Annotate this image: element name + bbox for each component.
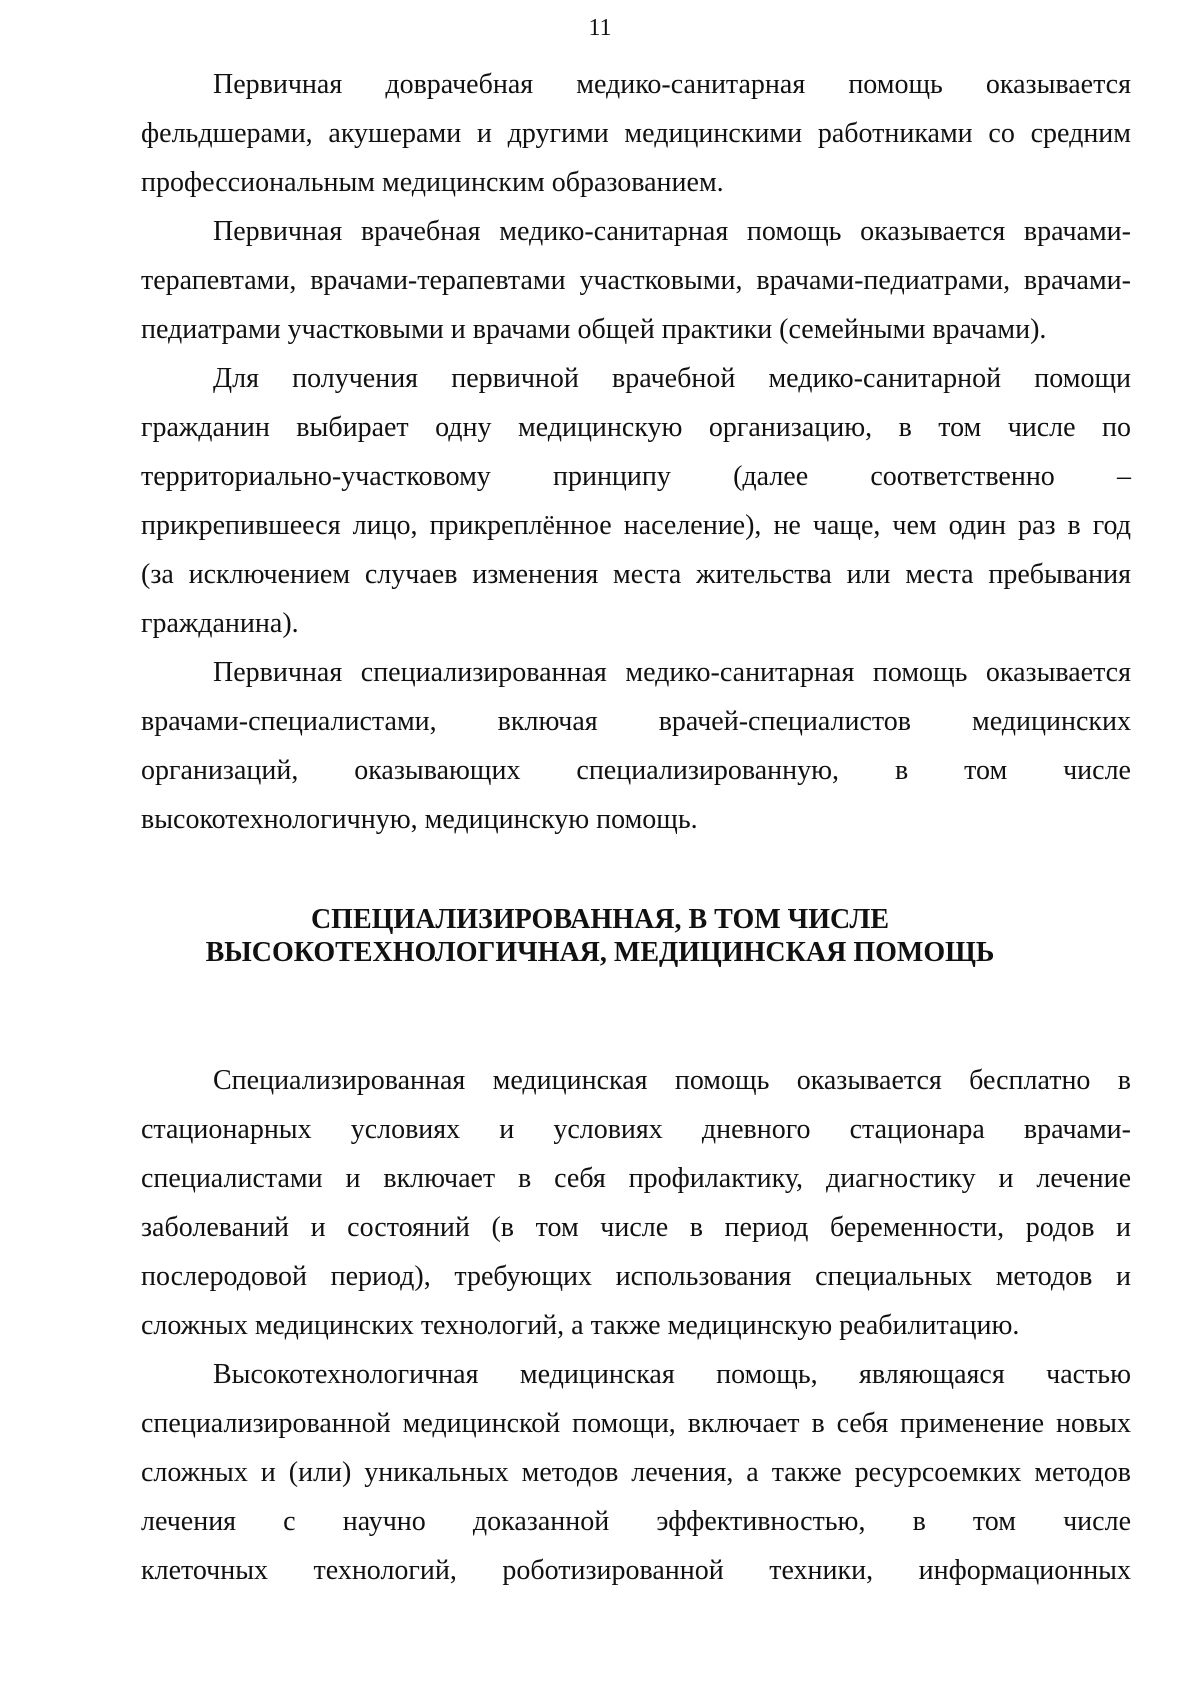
paragraph (141, 207, 1131, 354)
text-line: Первичная доврачебная медико-санитарная помощь оказывается (213, 69, 1131, 100)
text-line: высокотехнологичную, медицинскую помощь. (141, 804, 698, 835)
text-line: Для получения первичной врачебной медико-санитарной помощи (213, 363, 1131, 394)
text-line: специалистами и включает в себя профилактику, диагностику и лечение (141, 1163, 1131, 1194)
text-line: клеточных технологий, роботизированной техники, информационных (141, 1555, 1131, 1586)
text-line: профессиональным медицинским образованием. (141, 167, 724, 198)
text-line: сложных и (или) уникальных методов лечения, а также ресурсоемких методов (141, 1457, 1131, 1488)
text-line: терапевтами, врачами-терапевтами участковыми, врачами-педиатрами, врачами- (141, 265, 1131, 296)
paragraph (141, 648, 1131, 844)
text-line: прикрепившееся лицо, прикреплённое население), не чаще, чем один раз в год (141, 510, 1131, 541)
text-line: Первичная врачебная медико-санитарная помощь оказывается врачами- (213, 216, 1131, 247)
text-line: послеродовой период), требующих использования специальных методов и (141, 1261, 1131, 1292)
paragraph (141, 1350, 1131, 1595)
text-line: врачами-специалистами, включая врачей-специалистов медицинских (141, 706, 1131, 737)
text-line: специализированной медицинской помощи, включает в себя применение новых (141, 1408, 1131, 1439)
paragraph (141, 60, 1131, 207)
text-line: Высокотехнологичная медицинская помощь, являющаяся частью (213, 1359, 1131, 1390)
text-line: лечения с научно доказанной эффективностью, в том числе (141, 1506, 1131, 1537)
section-heading-line-1: СПЕЦИАЛИЗИРОВАННАЯ, В ТОМ ЧИСЛЕ (310, 904, 890, 935)
text-line: педиатрами участковыми и врачами общей практики (семейными врачами). (141, 314, 1047, 345)
text-line: Первичная специализированная медико-санитарная помощь оказывается (213, 657, 1131, 688)
text-line: (за исключением случаев изменения места жительства или места пребывания (141, 559, 1131, 590)
section-heading-line-2: ВЫСОКОТЕХНОЛОГИЧНАЯ, МЕДИЦИНСКАЯ ПОМОЩЬ (205, 937, 995, 968)
page-number: 11 (588, 15, 612, 41)
section-heading (0, 903, 1200, 969)
text-line: организаций, оказывающих специализированную, в том числе (141, 755, 1131, 786)
text-line: гражданин выбирает одну медицинскую организацию, в том числе по (141, 412, 1131, 443)
paragraph (141, 354, 1131, 648)
text-line: гражданина). (141, 608, 299, 639)
body-text-top (141, 60, 1131, 844)
text-line: территориально-участковому принципу (далее соответственно – (141, 461, 1131, 492)
text-line: Специализированная медицинская помощь оказывается бесплатно в (213, 1065, 1131, 1096)
text-line: сложных медицинских технологий, а также медицинскую реабилитацию. (141, 1310, 1020, 1341)
text-line: заболеваний и состояний (в том числе в период беременности, родов и (141, 1212, 1131, 1243)
text-line: стационарных условиях и условиях дневного стационара врачами- (141, 1114, 1131, 1145)
paragraph (141, 1056, 1131, 1350)
body-text-bottom (141, 1056, 1131, 1595)
text-line: фельдшерами, акушерами и другими медицинскими работниками со средним (141, 118, 1131, 149)
